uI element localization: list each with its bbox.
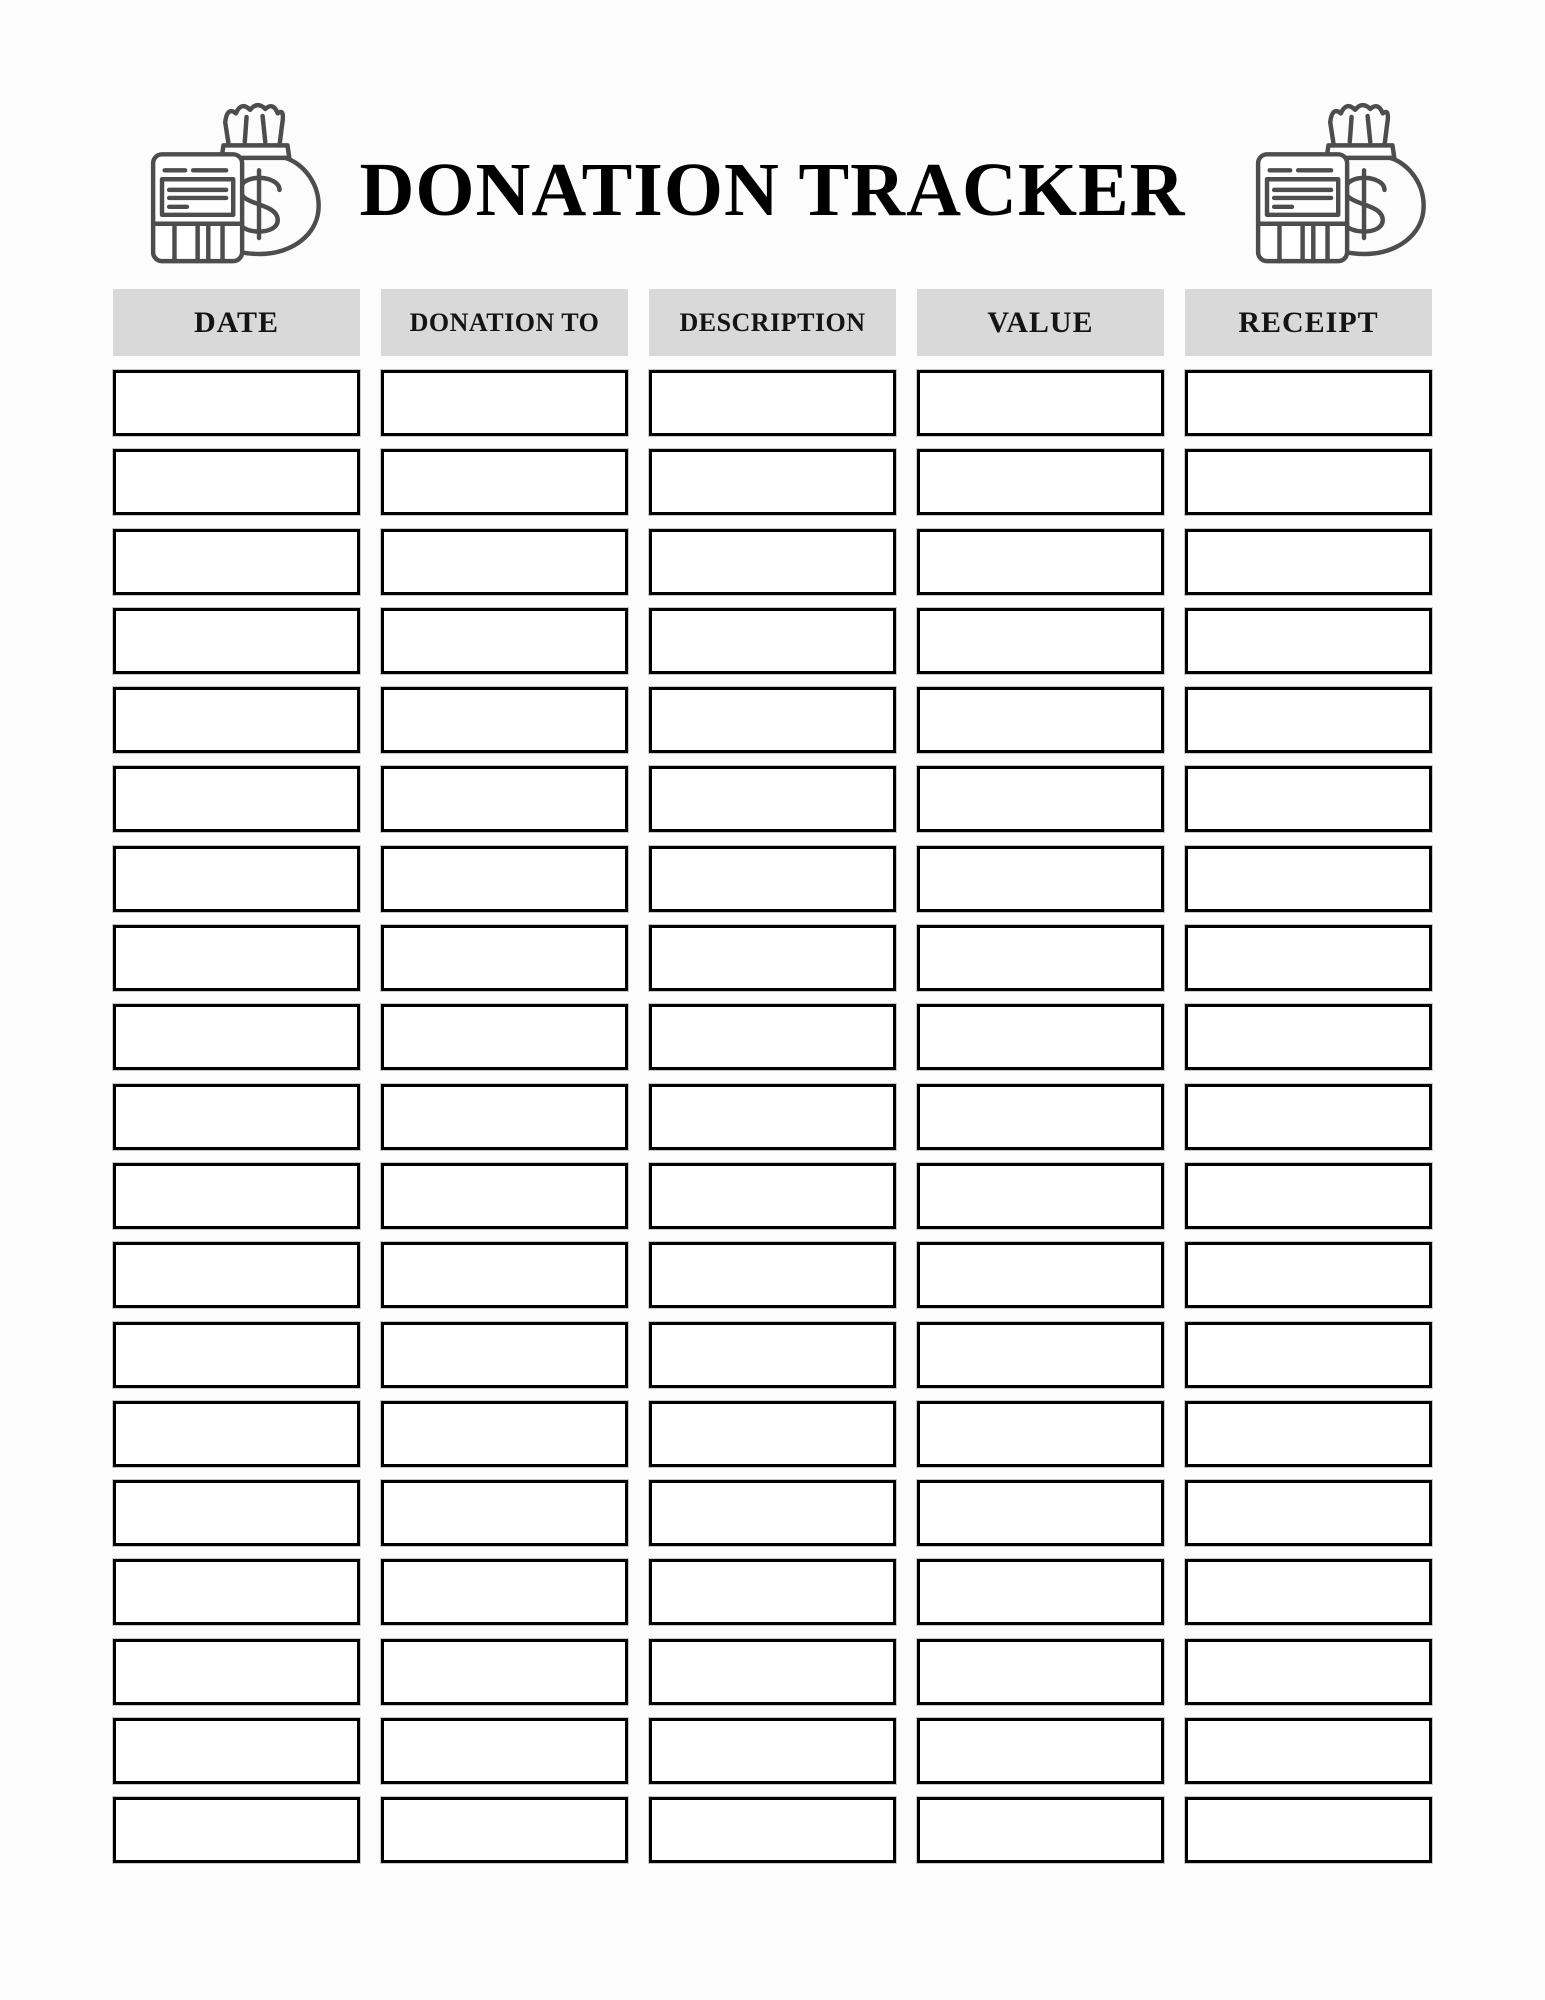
entry-cell-row12-value[interactable] bbox=[917, 1242, 1164, 1308]
entry-cell-row15-donation-to[interactable] bbox=[381, 1480, 628, 1546]
entry-cell-row7-value[interactable] bbox=[917, 846, 1164, 912]
entry-cell-row1-donation-to[interactable] bbox=[381, 370, 628, 436]
entry-cell-row13-date[interactable] bbox=[113, 1322, 360, 1388]
entry-cell-row19-donation-to[interactable] bbox=[381, 1797, 628, 1863]
entry-cell-row5-date[interactable] bbox=[113, 687, 360, 753]
entry-cell-row17-donation-to[interactable] bbox=[381, 1639, 628, 1705]
entry-cell-row11-value[interactable] bbox=[917, 1163, 1164, 1229]
entry-cell-row16-value[interactable] bbox=[917, 1559, 1164, 1625]
entry-cell-row7-description[interactable] bbox=[649, 846, 896, 912]
entry-cell-row6-receipt[interactable] bbox=[1185, 766, 1432, 832]
entry-cell-row14-value[interactable] bbox=[917, 1401, 1164, 1467]
entry-cell-row19-value[interactable] bbox=[917, 1797, 1164, 1863]
entry-cell-row18-date[interactable] bbox=[113, 1718, 360, 1784]
entry-cell-row2-description[interactable] bbox=[649, 449, 896, 515]
entry-cell-row5-donation-to[interactable] bbox=[381, 687, 628, 753]
entry-cell-row11-receipt[interactable] bbox=[1185, 1163, 1432, 1229]
entry-cell-row5-receipt[interactable] bbox=[1185, 687, 1432, 753]
entry-cell-row14-receipt[interactable] bbox=[1185, 1401, 1432, 1467]
entry-cell-row8-date[interactable] bbox=[113, 925, 360, 991]
entry-cell-row8-donation-to[interactable] bbox=[381, 925, 628, 991]
entry-cell-row12-donation-to[interactable] bbox=[381, 1242, 628, 1308]
column-header-date: DATE bbox=[113, 289, 360, 356]
entry-cell-row2-donation-to[interactable] bbox=[381, 449, 628, 515]
entry-cell-row16-donation-to[interactable] bbox=[381, 1559, 628, 1625]
entry-cell-row17-description[interactable] bbox=[649, 1639, 896, 1705]
entry-cell-row7-donation-to[interactable] bbox=[381, 846, 628, 912]
entry-cell-row18-receipt[interactable] bbox=[1185, 1718, 1432, 1784]
money-bag-cash-register-icon bbox=[1251, 90, 1429, 264]
entry-cell-row6-value[interactable] bbox=[917, 766, 1164, 832]
entry-cell-row3-receipt[interactable] bbox=[1185, 529, 1432, 595]
entry-cell-row10-receipt[interactable] bbox=[1185, 1084, 1432, 1150]
entry-cell-row7-receipt[interactable] bbox=[1185, 846, 1432, 912]
entry-cell-row13-description[interactable] bbox=[649, 1322, 896, 1388]
entry-cell-row4-description[interactable] bbox=[649, 608, 896, 674]
page-title: DONATION TRACKER bbox=[359, 148, 1186, 232]
entry-cell-row3-donation-to[interactable] bbox=[381, 529, 628, 595]
entry-cell-row4-date[interactable] bbox=[113, 608, 360, 674]
entry-cell-row10-value[interactable] bbox=[917, 1084, 1164, 1150]
entry-cell-row19-date[interactable] bbox=[113, 1797, 360, 1863]
entry-cell-row15-value[interactable] bbox=[917, 1480, 1164, 1546]
entry-cell-row16-description[interactable] bbox=[649, 1559, 896, 1625]
column-header-receipt: RECEIPT bbox=[1185, 289, 1432, 356]
entry-cell-row5-value[interactable] bbox=[917, 687, 1164, 753]
entry-cell-row16-date[interactable] bbox=[113, 1559, 360, 1625]
column-header-donation-to: DONATION TO bbox=[381, 289, 628, 356]
entry-cell-row4-receipt[interactable] bbox=[1185, 608, 1432, 674]
column-header-description: DESCRIPTION bbox=[649, 289, 896, 356]
entry-cell-row6-date[interactable] bbox=[113, 766, 360, 832]
entry-cell-row18-donation-to[interactable] bbox=[381, 1718, 628, 1784]
entry-cell-row8-description[interactable] bbox=[649, 925, 896, 991]
entry-cell-row10-donation-to[interactable] bbox=[381, 1084, 628, 1150]
entry-cell-row14-donation-to[interactable] bbox=[381, 1401, 628, 1467]
entry-cell-row10-description[interactable] bbox=[649, 1084, 896, 1150]
donation-table bbox=[113, 289, 1432, 1863]
entry-cell-row9-date[interactable] bbox=[113, 1004, 360, 1070]
entry-cell-row10-date[interactable] bbox=[113, 1084, 360, 1150]
entry-cell-row3-date[interactable] bbox=[113, 529, 360, 595]
entry-cell-row12-date[interactable] bbox=[113, 1242, 360, 1308]
entry-cell-row11-description[interactable] bbox=[649, 1163, 896, 1229]
entry-cell-row3-description[interactable] bbox=[649, 529, 896, 595]
entry-cell-row11-donation-to[interactable] bbox=[381, 1163, 628, 1229]
entry-cell-row5-description[interactable] bbox=[649, 687, 896, 753]
entry-cell-row6-description[interactable] bbox=[649, 766, 896, 832]
entry-cell-row12-receipt[interactable] bbox=[1185, 1242, 1432, 1308]
entry-cell-row1-description[interactable] bbox=[649, 370, 896, 436]
entry-cell-row9-donation-to[interactable] bbox=[381, 1004, 628, 1070]
entry-cell-row4-value[interactable] bbox=[917, 608, 1164, 674]
entry-cell-row8-receipt[interactable] bbox=[1185, 925, 1432, 991]
entry-cell-row15-date[interactable] bbox=[113, 1480, 360, 1546]
entry-cell-row18-description[interactable] bbox=[649, 1718, 896, 1784]
table-body bbox=[113, 370, 1432, 1863]
entry-cell-row17-receipt[interactable] bbox=[1185, 1639, 1432, 1705]
entry-cell-row3-value[interactable] bbox=[917, 529, 1164, 595]
entry-cell-row4-donation-to[interactable] bbox=[381, 608, 628, 674]
entry-cell-row19-receipt[interactable] bbox=[1185, 1797, 1432, 1863]
entry-cell-row12-description[interactable] bbox=[649, 1242, 896, 1308]
entry-cell-row9-value[interactable] bbox=[917, 1004, 1164, 1070]
entry-cell-row6-donation-to[interactable] bbox=[381, 766, 628, 832]
table-header-row bbox=[113, 289, 1432, 356]
entry-cell-row13-donation-to[interactable] bbox=[381, 1322, 628, 1388]
entry-cell-row9-description[interactable] bbox=[649, 1004, 896, 1070]
entry-cell-row2-receipt[interactable] bbox=[1185, 449, 1432, 515]
entry-cell-row11-date[interactable] bbox=[113, 1163, 360, 1229]
entry-cell-row14-description[interactable] bbox=[649, 1401, 896, 1467]
entry-cell-row15-receipt[interactable] bbox=[1185, 1480, 1432, 1546]
entry-cell-row1-receipt[interactable] bbox=[1185, 370, 1432, 436]
entry-cell-row18-value[interactable] bbox=[917, 1718, 1164, 1784]
column-header-value: VALUE bbox=[917, 289, 1164, 356]
entry-cell-row1-value[interactable] bbox=[917, 370, 1164, 436]
entry-cell-row13-value[interactable] bbox=[917, 1322, 1164, 1388]
entry-cell-row16-receipt[interactable] bbox=[1185, 1559, 1432, 1625]
entry-cell-row8-value[interactable] bbox=[917, 925, 1164, 991]
entry-cell-row17-date[interactable] bbox=[113, 1639, 360, 1705]
entry-cell-row14-date[interactable] bbox=[113, 1401, 360, 1467]
entry-cell-row1-date[interactable] bbox=[113, 370, 360, 436]
entry-cell-row13-receipt[interactable] bbox=[1185, 1322, 1432, 1388]
entry-cell-row17-value[interactable] bbox=[917, 1639, 1164, 1705]
entry-cell-row15-description[interactable] bbox=[649, 1480, 896, 1546]
entry-cell-row2-value[interactable] bbox=[917, 449, 1164, 515]
entry-cell-row19-description[interactable] bbox=[649, 1797, 896, 1863]
entry-cell-row9-receipt[interactable] bbox=[1185, 1004, 1432, 1070]
entry-cell-row2-date[interactable] bbox=[113, 449, 360, 515]
entry-cell-row7-date[interactable] bbox=[113, 846, 360, 912]
